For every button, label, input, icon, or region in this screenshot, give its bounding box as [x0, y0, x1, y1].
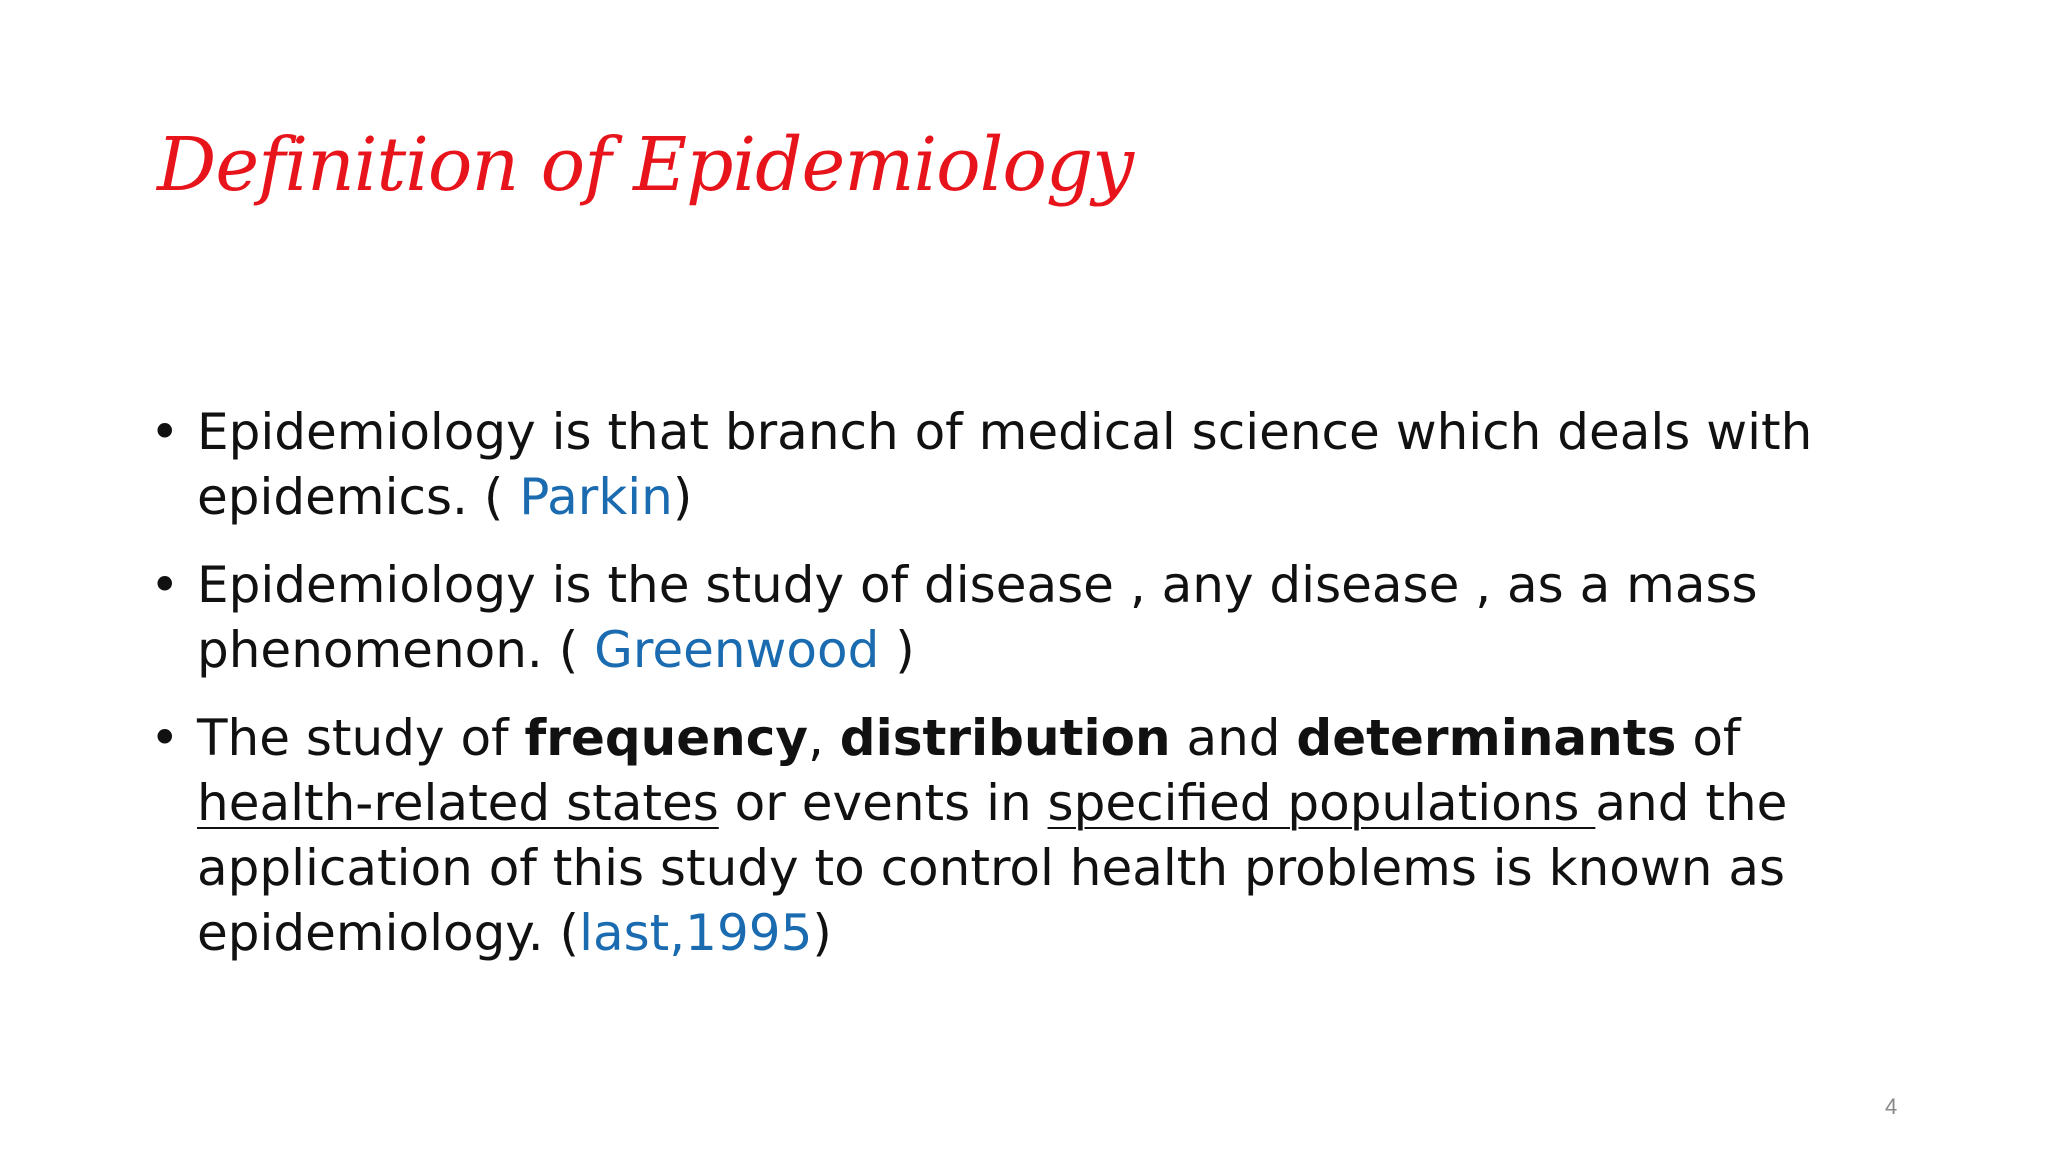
- page-number: 4: [1885, 1094, 1898, 1119]
- bullet-marker: •: [150, 556, 180, 614]
- underlined-health-related-states: health-related states: [197, 774, 719, 832]
- slide-title: Definition of Epidemiology: [157, 122, 1134, 208]
- bullet-item-parkin: [150, 400, 1930, 530]
- bullet-text: The study of: [197, 709, 525, 767]
- bullet-text: ): [879, 621, 915, 679]
- bullet-text: Epidemiology is that branch of medical science which deals with epidemics. (: [197, 403, 1813, 526]
- bullet-text: ,: [808, 709, 840, 767]
- bullet-text: and the application of this study to control health problems is known as epidemiology. (: [197, 774, 1788, 962]
- bullet-text: Epidemiology is the study of disease , any disease , as a mass phenomenon. (: [197, 556, 1758, 679]
- bullet-item-greenwood: [150, 553, 1930, 683]
- bullet-item-last: [150, 706, 1930, 966]
- citation-greenwood: Greenwood: [594, 621, 880, 679]
- bullet-text: of: [1676, 709, 1741, 767]
- bullet-text: and: [1170, 709, 1297, 767]
- citation-parkin: Parkin: [519, 468, 673, 526]
- bullet-marker: •: [150, 709, 180, 767]
- bullet-text: or events in: [718, 774, 1048, 832]
- underlined-specified-populations: specified populations: [1047, 774, 1596, 832]
- citation-last-1995: last,1995: [579, 904, 813, 962]
- bullet-list: [150, 400, 1930, 989]
- bullet-text: ): [672, 468, 693, 526]
- bold-term-distribution: distribution: [839, 709, 1171, 767]
- bold-term-frequency: frequency: [524, 709, 808, 767]
- bullet-marker: •: [150, 403, 180, 461]
- bullet-text: ): [812, 904, 832, 962]
- bold-term-determinants: determinants: [1296, 709, 1677, 767]
